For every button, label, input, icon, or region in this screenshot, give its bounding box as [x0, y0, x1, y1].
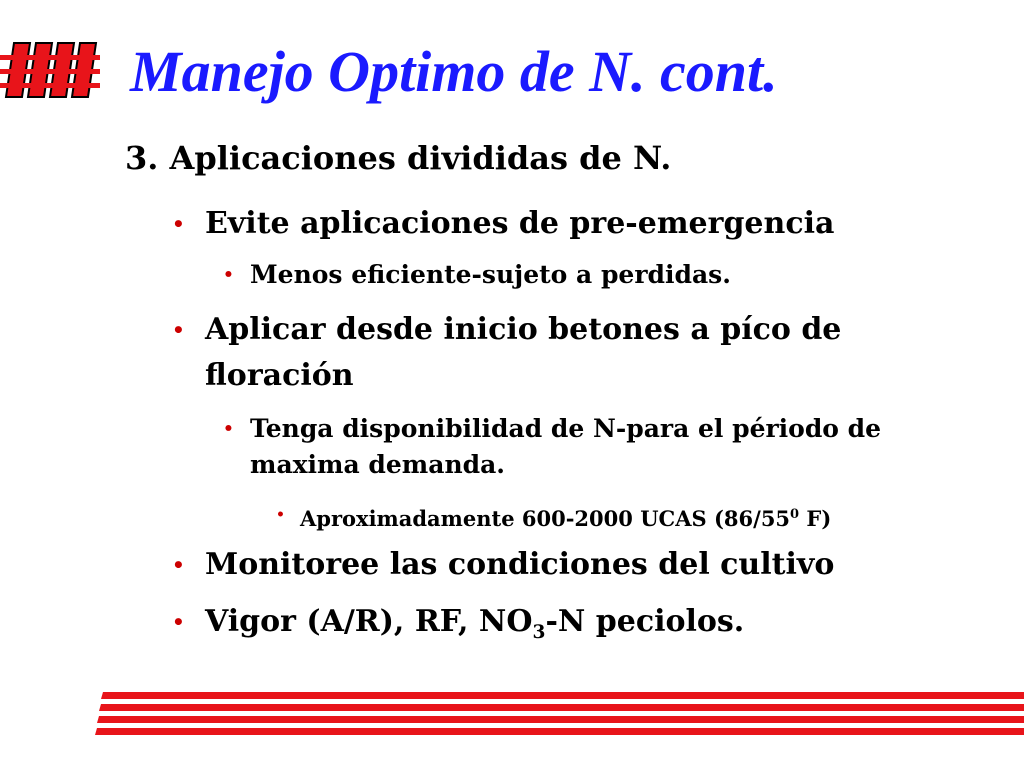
bullet-text: Vigor (A/R), RF, NO	[205, 604, 533, 639]
bullet-item	[172, 599, 965, 656]
bullet-icon: •	[172, 318, 185, 342]
bullet-icon: •	[172, 553, 185, 577]
sub-sub-bullet-item	[276, 500, 980, 534]
bullet-text-line: maxima demanda.	[250, 450, 506, 479]
sub-bullet-item	[223, 257, 990, 293]
bullet-icon: •	[223, 265, 234, 285]
bullet-item	[172, 542, 965, 588]
bullet-text-line: floración	[205, 358, 354, 393]
bullet-icon: •	[172, 212, 185, 236]
bullet-text: Evite aplicaciones de pre-emergencia	[205, 206, 835, 241]
bullet-text: F)	[799, 506, 832, 531]
bullet-text: Aproximadamente 600-2000 UCAS (86/55	[300, 506, 791, 531]
bullet-item	[172, 307, 965, 399]
degree-superscript: 0	[790, 507, 800, 522]
section-heading: 3. Aplicaciones divididas de N.	[125, 139, 672, 177]
bullet-text-line: Tenga disponibilidad de N-para el périodo de	[250, 414, 882, 443]
bullet-item	[172, 201, 965, 247]
bullet-icon: •	[223, 419, 234, 439]
bullet-text: -N peciolos.	[545, 604, 745, 639]
bullet-text: Monitoree las condiciones del cultivo	[205, 547, 835, 582]
bullet-icon: •	[172, 610, 185, 634]
bullet-text: Menos eficiente-sujeto a perdidas.	[250, 260, 731, 289]
slide-title: Manejo Optimo de N. cont.	[130, 39, 778, 104]
bullet-text-line: Aplicar desde inicio betones a píco de	[205, 312, 842, 347]
subscript-digit: 3	[532, 622, 546, 643]
footer-stripes-icon	[95, 690, 1024, 738]
bullet-icon: •	[276, 507, 285, 523]
sub-bullet-item	[223, 411, 990, 483]
